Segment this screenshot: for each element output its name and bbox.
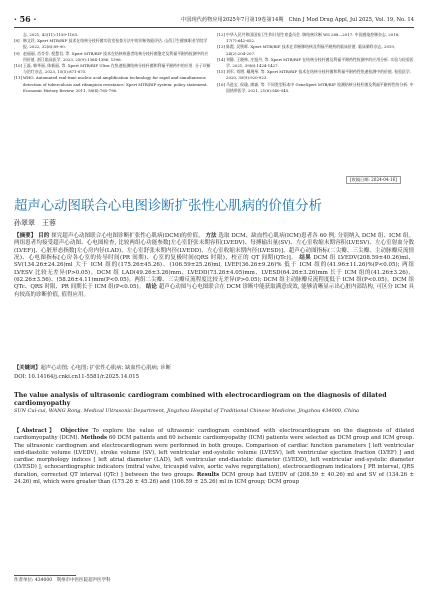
reference-item: [10] 王磊, 韩华丽, 陈新丽, 等. Xpert MTB/RIF Ultra 在快速检测结核分枝杆菌和利福平耐药中的应用. 分子诊断与治疗杂志, 2023, 15(5):871-875. bbox=[14, 63, 211, 75]
english-authors: SUN Cui-cui, WANG Rong. Medical Ultrasonic Department, Jingzhou Hospital of Traditional Chinese Medicine, Jingzhou 434000, China bbox=[14, 408, 360, 414]
reference-item: [11] WHO. Automated real-time nucleic acid amplification technology for rapid and simultaneous detection of tuberculosis and rifampicin resistance: Xpert MTB/RIF system: policy statement. Economic History Review, 2011, 58(4):765-796. bbox=[14, 75, 208, 93]
chinese-abstract: 【摘要】 目的 探究超声心动图联合心电图诊断扩张性心肌病(DCM)的价值。 方法 选取 DCM、缺血性心肌病(ICM)患者各 60 例, 分别纳入 DCM 组、ICM 组。两组患者均接受超声心动图、心电图检查, 比较两组心功能参数[左心室舒张末期容积(LVEDV)、每搏输出量(SV)、左心室收缩末期容积(LVESV)、左心室射血分数(LVEF)]、心脏形态指数[左心房内径(LAD)、左心室舒张末期内径(LVEDD)、左心室收缩末期内径(LVESD)]、超声心动图指标(二尖瓣、三尖瓣、主动脉瓣反流情况)、心电图指标[心房各心室的传导时间(PR 间期)、心室的复极时间(QRS 时限)、校正的 QT 间期(QTc)]。 结果 DCM 组 LVEDV(208.59±40.26)ml、SV(134.26±24.26)ml 大于 ICM 组的(175.26±45.26)、(106.59±25.26)ml, LVEF(36.26±9.26)% 低于 ICM 组的(41.96±11.26)%(P<0.05); 两组 LVESV 比较无差异(P>0.05)。DCM 组 LAD(49.26±3.26)mm、LVEDD(73.26±4.05)mm、LVESD(64.26±3.26)mm 长于 ICM 组的(41.26±3.26)、(62.26±3.56)、(58.26±4.11)mm(P<0.05)。两组二尖瓣、三尖瓣反流程度比较无差异(P>0.05); DCM 组主动脉瓣反流程度低于 ICM 组(P<0.05)。DCM 组 QTc、QRS 时限、PR 间期长于 ICM 组(P<0.05)。 结论 超声心动图与心电图联合在 DCM 诊断中能获取满意成效, 能够清晰显示出心脏内部结构, 可区分 ICM 具有较高的诊断价值, 值得应用。 bbox=[14, 233, 414, 298]
article-authors: 孙翠翠 王蓉 bbox=[14, 219, 56, 227]
article-title: 超声心动图联合心电图诊断扩张性心肌病的价值分析 bbox=[14, 199, 322, 214]
english-title: The value analysis of ultrasonic cardiogram combined with electrocardiogram on the diagnosis of dilated cardiomyopathy bbox=[14, 392, 387, 407]
doi: DOI: 10.14164/j.cnki.cn11-5581/r.2025.14.015 bbox=[14, 374, 140, 380]
received-date: [收稿日期: 2024-04-16] bbox=[346, 176, 401, 184]
reference-item: [12] 中华人民共和国国家卫生和计划生育委员会. 肺结核诊断 WS 288—2017. 中国感染控制杂志, 2018, 17(7):642-652. bbox=[217, 32, 400, 44]
keywords: 【关键词】超声心动图; 心电图; 扩张性心肌病; 缺血性心肌病; 诊断 bbox=[14, 365, 171, 371]
references-left-column bbox=[14, 32, 211, 94]
reference-item: [14] 刘静, 王晓林, 庄旭丹, 等. Xpert MTB/RIF 在结核分枝杆菌及利福平耐药性检测中的应用分析. 实验与检验医学, 2021, 39(6):1424-1427. bbox=[217, 56, 414, 69]
author-unit-footnote: 作者单位: 434000 荆州市中医医院超声医学科 bbox=[14, 578, 111, 583]
reference-item: [8] 韩文玲, Xpert MTB/RIF 技术在结核分枝杆菌实验室检查方法中的诊断效能评估. 山西卫生健康职业学院学报, 2022, 32(6):89-90. bbox=[14, 38, 208, 50]
page-number: · 56 · bbox=[14, 14, 37, 24]
reference-item: [9] 赵丽丽, 肖苓苓, 倪慧君, 等. Xpert MTB/RIF 技术在结核病患者结核分枝杆菌鉴定及利福平耐药检测中的应用价值. 浙江临床医学, 2023, 25(9):1384-1386, 1396. bbox=[14, 50, 209, 62]
footnote-divider bbox=[14, 575, 76, 576]
running-header bbox=[14, 13, 414, 28]
english-abstract: 【Abstract】 Objective To explore the value of ultrasonic cardiogram combined with electrocardiogram on the diagnosis of dilated cardiomyopathy (DCM). Methods 60 DCM patients and 60 ischemic cardiomyopathy (ICM) patients were selected as DCM group and ICM group. The ultrasonic cardiogram and electrocardiogram were performed in both groups. Comparison of cardiac function parameters [ left ventricular end-diastolic volume (LVEDV), stroke volume (SV), left ventricular end-systolic volume (LVESV), left ventricular ejection fraction (LVEF) ] and cardiac morphology indices [ left atrial diameter (LAD), left ventricular end-diastolic diameter (LVEDD), left ventricular end-systolic diameter (LVESD) ], echocardiographic indicators (mitral valve, tricuspid valve, aortic valve regurgitation), electrocardiogram indicators [ PR interval, QRS duration, corrected QT interval (QTc) ] between the two groups. Results DCM group had LVEDV of (208.59 ± 40.26) ml and SV of (134.26 ± 24.26) ml, which were greater than (175.26 ± 45.26) and (106.59 ± 25.26) ml in ICM group; DCM group bbox=[14, 428, 415, 486]
reference-item: [15] 刘军, 刘增, 戴琬琴, 等. Xpert MTB/RIF 技术在结核分枝杆菌和利福平耐药性快速检测中的价值. 检验医学, 2020, 35(9):920-923. bbox=[217, 69, 412, 81]
references-right-column bbox=[217, 32, 414, 94]
journal-name: 中国现代药物应用2025年7月第19卷第14期 Chin J Mod Drug Appl, Jul 2025, Vol. 19, No. 14 bbox=[181, 17, 414, 23]
reference-item: [13] 陈霞, 吴铁晖. Xpert MTB/RIF 技术在诊断肺结核及利福平耐药的临床价值. 临床肺科杂志, 2019, 24(2):204-207. bbox=[217, 44, 396, 56]
reference-item: [16] 马进宝, 侯瑜, 廖森, 等. 不同类型标本中 GeneXpert MTB/RIF 检测结核分枝杆菌及利福平耐药性的分析. 中国热带医学, 2021, 21(6):540-545. bbox=[217, 81, 414, 93]
reference-item: 志, 2021, 43(11):1159-1163. bbox=[23, 32, 79, 37]
